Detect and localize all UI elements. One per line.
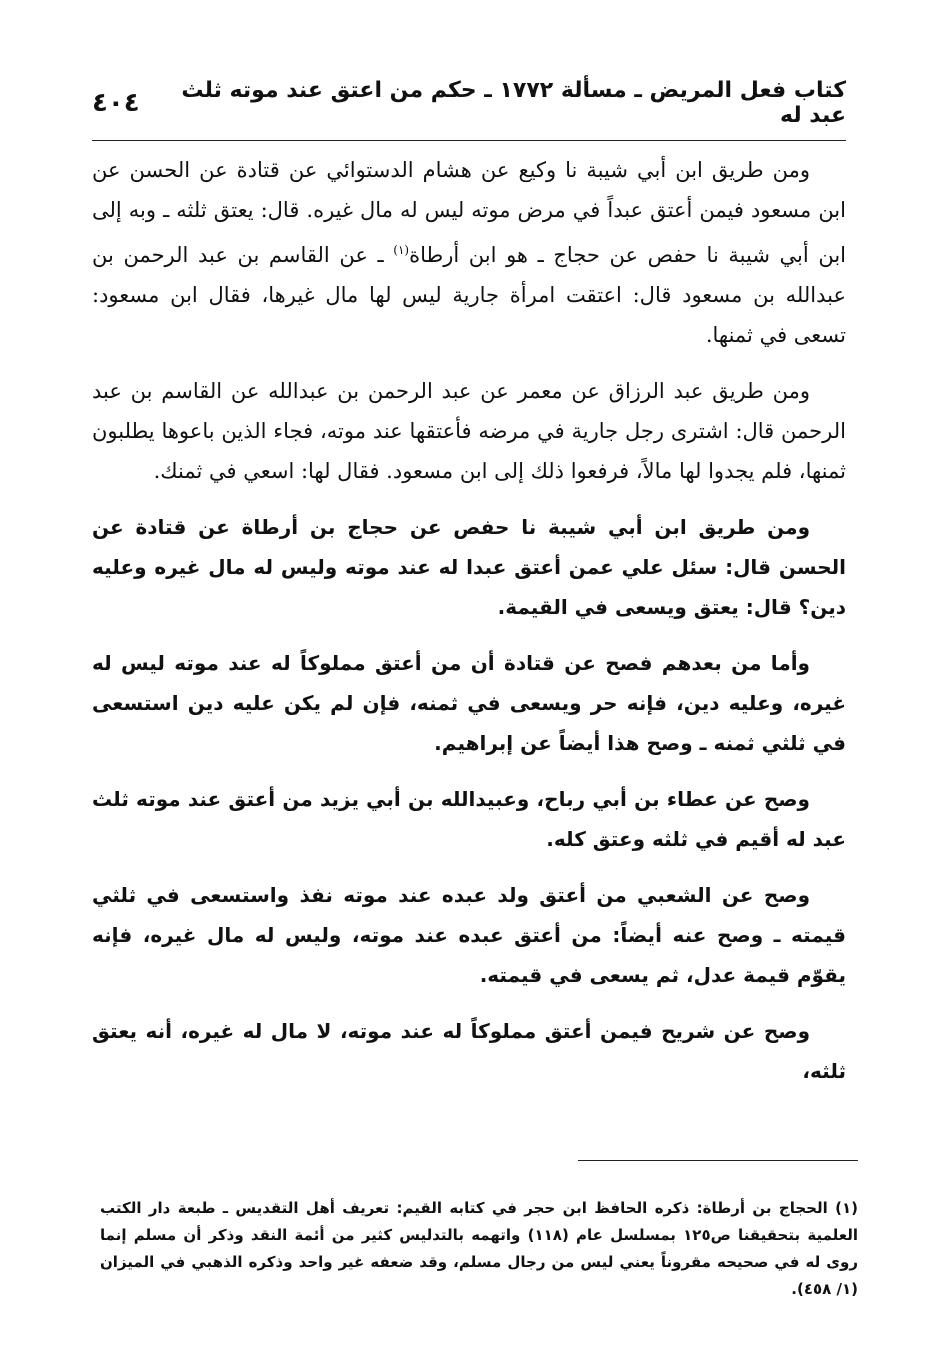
footnote-reference: (١) [393, 243, 410, 257]
paragraph-3: ومن طريق ابن أبي شيبة نا حفص عن حجاج بن أرطاة عن قتادة عن الحسن قال: سئل علي عمن أعتق عبدا له عند موته وليس له مال غيره وعليه دين؟ قال: يعتق ويسعى في القيمة. [92, 515, 846, 619]
paragraph-7: وصح عن شريح فيمن أعتق مملوكاً له عند موته، لا مال له غيره، أنه يعتق ثلثه، [92, 1019, 846, 1083]
paragraph-6: وصح عن الشعبي من أعتق ولد عبده عند موته نفذ واستسعى في ثلثي قيمته ـ وصح عنه أيضاً: من أعتق عبده عند موته، وليس له مال غيره، فإنه يقوّم قيمة عدل، ثم يسعى في قيمته. [92, 883, 846, 987]
page-number: ٤٠٤ [92, 88, 140, 118]
paragraph-4: وأما من بعدهم فصح عن قتادة أن من أعتق مملوكاً له عند موته ليس له غيره، وعليه دين، فإنه حر ويسعى في ثمنه، فإن لم يكن عليه دين استسعى في ثلثي ثمنه ـ وصح هذا أيضاً عن إبراهيم. [92, 651, 846, 755]
header-rule [92, 140, 846, 141]
paragraph-1 [92, 150, 846, 355]
paragraph-1-text-before: ومن طريق ابن أبي شيبة نا وكيع عن هشام الدستوائي عن قتادة عن الحسن عن ابن مسعود فيمن أعتق عبداً في مرض موته ليس له مال غيره. قال: يعتق ثلثه ـ وبه إلى ابن أبي شيبة نا حفص عن حجاج ـ هو ابن أرطاة [92, 158, 847, 267]
paragraph-5: وصح عن عطاء بن أبي رباح، وعبيدالله بن أبي يزيد من أعتق عند موته ثلث عبد له أقيم في ثلثه وعتق كله. [92, 787, 846, 851]
paragraph-2: ومن طريق عبد الرزاق عن معمر عن عبد الرحمن بن عبدالله عن القاسم بن عبد الرحمن قال: اشترى رجل جارية في مرضه فأعتقها عند موته، فجاء الذين باعوها يطلبون ثمنها، فلم يجدوا لها مالاً، فرفعوا ذلك إلى ابن مسعود. فقال لها: اسعي في ثمنك. [92, 379, 846, 483]
page-header [92, 78, 846, 128]
footnotes [100, 1195, 858, 1303]
paragraph-1-text-after: ـ عن القاسم بن عبد الرحمن بن عبدالله بن مسعود قال: اعتقت امرأة جارية ليس لها مال غيرها، فقال ابن مسعود: تسعى في ثمنها. [92, 243, 846, 347]
main-text [92, 150, 846, 1107]
running-title: كتاب فعل المريض ـ مسألة ١٧٧٢ ـ حكم من اعتق عند موته ثلث عبد له [181, 78, 846, 128]
footnote-rule [578, 1160, 858, 1161]
footnote-1: (١) الحجاج بن أرطاة: ذكره الحافظ ابن حجر في كتابه القيم: تعريف أهل التقديس ـ طبعة دار الكتب العلمية بتحقيقنا ص١٢٥ بمسلسل عام (١١٨) واتهمه بالتدليس كثير من أئمة النقد وذكر أن مسلم إنما روى له في صحيحه مقروناً يعني ليس من رجال مسلم، وقد ضعفه غير واحد وذكره الذهبي في الميزان (١/ ٤٥٨). [100, 1199, 858, 1298]
